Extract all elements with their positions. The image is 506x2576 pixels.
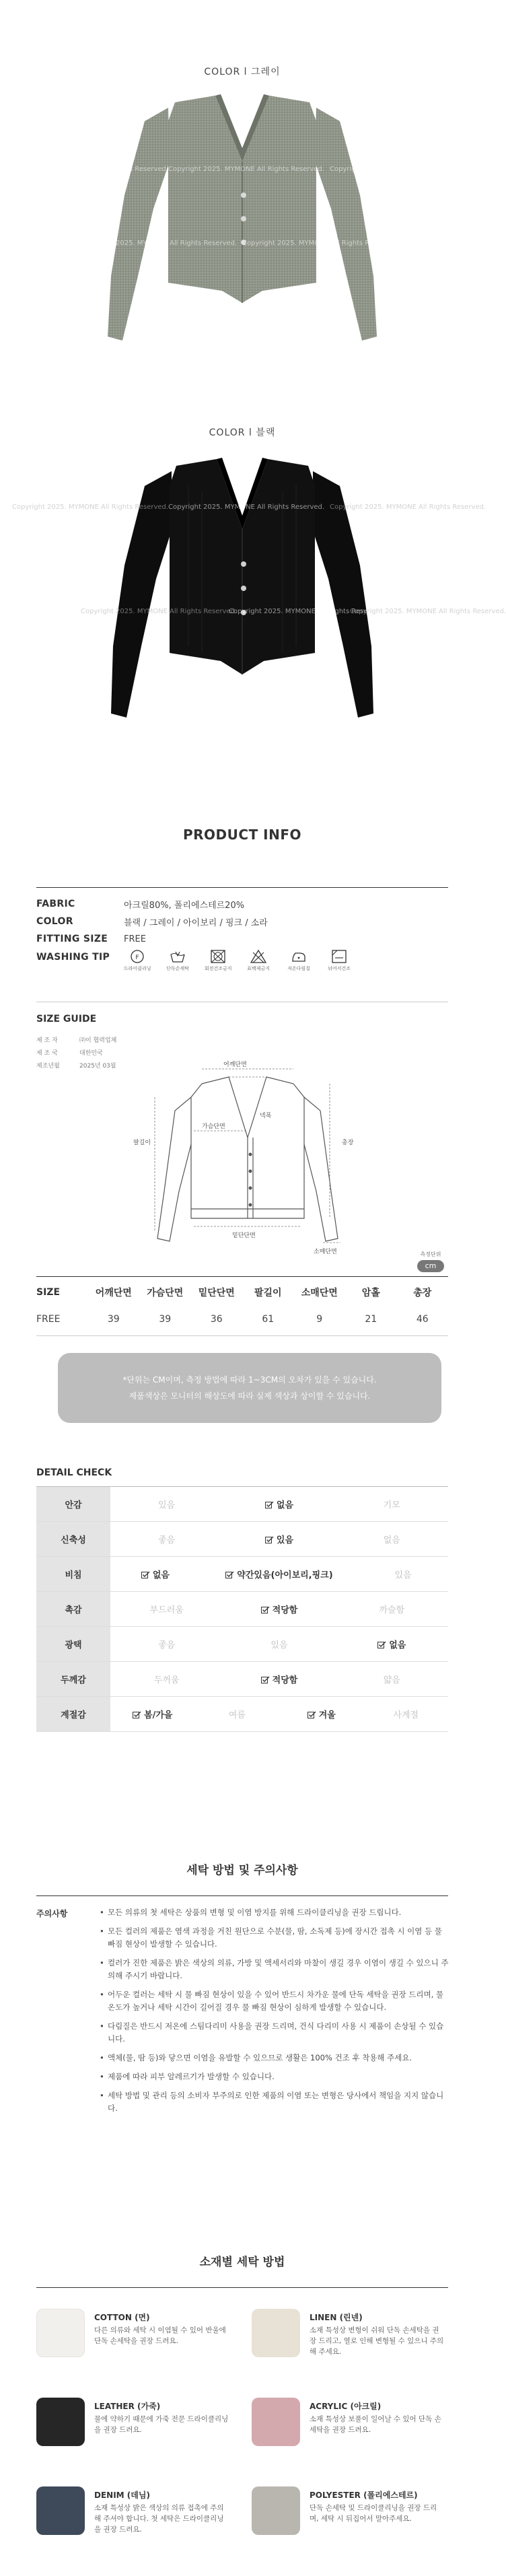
check-icon <box>377 1641 386 1648</box>
product-info-title: PRODUCT INFO <box>182 827 302 843</box>
size-diagram <box>128 1037 370 1259</box>
option: 까슬함 <box>379 1605 405 1615</box>
unit-badge: cm <box>417 1260 444 1272</box>
care-item: • 제품에 따라 피부 알레르기가 발생할 수 있습니다. <box>100 2070 449 2083</box>
divider <box>36 1335 448 1336</box>
detail-row-thickness: 두께감 두꺼움 적당함 얇음 <box>36 1662 448 1697</box>
check-icon <box>225 1571 234 1578</box>
care-item: • 컬러가 진한 제품은 밝은 색상의 의류, 가방 및 액세서리와 마찰이 생길 경우 이염이 생길 수 있으니 주의해 주시기 바랍니다. <box>100 1957 449 1982</box>
info-value: 아크릴80%, 폴리에스테르20% <box>124 900 245 911</box>
watermark: Copyright 2025. MYMONE All Rights Reserved. <box>81 240 238 247</box>
note-line: 제품색상은 모니터의 해상도에 따라 실제 색상과 상이할 수 있습니다. <box>129 1391 371 1401</box>
watermark: Copyright 2025. MYMONE All Rights Reserved. <box>350 608 506 615</box>
option: 여름 <box>228 1710 246 1720</box>
no-bleach-icon: 표백제금지 <box>245 949 272 972</box>
label-sleeve-length: 팔길이 <box>133 1140 151 1146</box>
leather-swatch <box>36 2398 85 2446</box>
meta-row: 제 조 자 ㈜이 협력업체 <box>36 1037 117 1044</box>
cotton-swatch <box>36 2309 85 2357</box>
option: 기모 <box>383 1500 400 1510</box>
care-item: • 어두운 컬러는 세탁 시 물 빠짐 현상이 있을 수 있어 반드시 차가운 물에 단독 세탁을 권장 드리며, 물 온도가 높거나 세탁 시간이 길어질 경우 물 빠짐 현상이 심하게 발생할 수 있습니다. <box>100 1988 449 2014</box>
option: 두꺼움 <box>153 1675 180 1685</box>
care-title: 세탁 방법 및 주의사항 <box>186 1864 298 1877</box>
option-selected: 적당함 <box>223 1603 335 1615</box>
fabric-card-denim: DENIM (데님) 소재 특성상 밝은 색상의 의류 접촉에 주의해 주셔야 합니다. 첫 세탁은 드라이클리닝을 권장 드려요. <box>36 2486 231 2567</box>
hand-wash-icon: 단독손세탁 <box>164 949 191 972</box>
option: 없음 <box>383 1535 400 1545</box>
check-icon <box>261 1606 270 1613</box>
label-neck: 넥폭 <box>260 1113 272 1119</box>
option: 사계절 <box>393 1710 419 1720</box>
shade-dry-icon: 뉘어서건조 <box>326 949 353 972</box>
detail-row-sheerness: 비침 없음 약간있음(아이보리,핑크) 있음 <box>36 1557 448 1592</box>
care-item: • 모든 의류의 첫 세탁은 상품의 변형 및 이염 방지를 위해 드라이클리닝을 권장 드립니다. <box>100 1906 449 1919</box>
acrylic-swatch <box>252 2398 300 2446</box>
watermark: Copyright 2025. MYMONE All Rights Reserved. <box>229 608 386 615</box>
gray-cardigan-image <box>0 81 484 370</box>
watermark: Copyright 2025. MYMONE All Rights Reserved. <box>330 166 486 173</box>
option-selected: 약간있음(아이보리,핑크) <box>201 1568 358 1580</box>
info-row-fitting-size <box>36 930 448 948</box>
label-total-length: 총장 <box>342 1140 354 1146</box>
option: 있음 <box>394 1570 412 1580</box>
product-meta <box>36 1035 116 1070</box>
size-note-box <box>58 1353 441 1423</box>
watermark: Copyright 2025. MYMONE All Rights Reserved. <box>242 240 399 247</box>
care-item: • 세탁 방법 및 관리 등의 소비자 부주의로 인한 제품의 이염 또는 변형은 당사에서 책임을 지지 않습니다. <box>100 2089 449 2115</box>
check-icon <box>133 1711 141 1718</box>
washing-icons <box>124 949 353 972</box>
black-cardigan-image <box>0 444 506 747</box>
info-row-color <box>36 913 448 930</box>
fabric-card-cotton: COTTON (면) 다른 의류와 세탁 시 이염될 수 있어 반울에 단독 손세탁을 권장 드려요. <box>36 2309 231 2390</box>
watermark: Copyright 2025. MYMONE All Rights Reserved. <box>330 503 486 511</box>
low-iron-icon: 저온다림질 <box>285 949 312 972</box>
watermark: Copyright 2025. MYMONE All Rights Reserved. <box>12 503 169 511</box>
option: 좋음 <box>158 1535 176 1545</box>
option-selected: 없음 <box>336 1638 448 1650</box>
meta-row: 제 조 국 대한민국 <box>36 1050 103 1057</box>
fabric-card-polyester: POLYESTER (폴리에스테르) 단독 손세탁 및 드라이클리닝을 권장 드리며, 세탁 시 뒤집어서 말아주세요. <box>252 2486 447 2567</box>
detail-row-touch: 촉감 부드러움 적당함 까슬함 <box>36 1592 448 1627</box>
color-label-gray: COLOR l 그레이 <box>204 67 281 77</box>
fabric-card-leather: LEATHER (가죽) 물에 약하기 때문에 가죽 전문 드라이클리닝을 권장 드려요. <box>36 2398 231 2478</box>
watermark: Copyright 2025. MYMONE All Rights Reserved. <box>168 166 325 173</box>
option-selected: 겨울 <box>279 1708 364 1720</box>
detail-row-gloss: 광택 좋음 있음 없음 <box>36 1627 448 1662</box>
size-table-header: SIZE 어깨단면 가슴단면 밑단단면 팔길이 소매단면 암홀 총장 <box>36 1287 432 1298</box>
detail-row-season: 계절감 봄/가을 여름 겨울 사계절 <box>36 1697 448 1732</box>
fabric-card-linen: LINEN (린넨) 소재 특성상 변형이 쉬워 단독 손세탁을 권장 드리고, 열로 인해 변형될 수 있으니 주의해 주세요. <box>252 2309 447 2390</box>
option: 좋음 <box>158 1640 176 1650</box>
check-icon <box>308 1711 316 1718</box>
option-selected: 봄/가을 <box>110 1708 195 1720</box>
care-list <box>100 1906 449 2121</box>
detail-row-elasticity: 신축성 좋음 있음 없음 <box>36 1522 448 1557</box>
info-label: FITTING SIZE <box>36 934 108 944</box>
info-label: COLOR <box>36 916 73 927</box>
option-selected: 없음 <box>110 1568 201 1580</box>
detail-check-title: DETAIL CHECK <box>36 1467 112 1478</box>
info-label: WASHING TIP <box>36 952 110 963</box>
info-label: FABRIC <box>36 899 75 909</box>
fabric-card-acrylic: ACRYLIC (아크릴) 소재 특성상 보풀이 일어날 수 있어 단독 손세탁을 권장 드려요. <box>252 2398 447 2478</box>
option: 있음 <box>270 1640 288 1650</box>
check-icon <box>261 1676 270 1683</box>
unit-indicator: 측정단위 cm <box>417 1251 444 1272</box>
option: 얇음 <box>383 1675 400 1685</box>
no-tumble-icon: 회전건조금지 <box>205 949 231 972</box>
info-value: FREE <box>124 934 146 944</box>
size-guide-title: SIZE GUIDE <box>36 1014 97 1024</box>
care-item: • 다림질은 반드시 저온에 스팀다리미 사용을 권장 드리며, 건식 다리미 사용 시 제품이 손상될 수 있습니다. <box>100 2020 449 2046</box>
polyester-swatch <box>252 2486 300 2535</box>
watermark: Copyright 2025. MYMONE All Rights Reserved. <box>12 166 169 173</box>
divider <box>36 887 448 888</box>
detail-row-lining: 안감 있음 없음 기모 <box>36 1487 448 1522</box>
label-cuff: 소매단면 <box>314 1249 337 1255</box>
svg-text:F: F <box>135 954 139 961</box>
option-selected: 없음 <box>223 1498 335 1510</box>
size-table-row: FREE 39 39 36 61 9 21 46 <box>36 1314 429 1325</box>
watermark: Copyright 2025. MYMONE All Rights Reserved. <box>168 503 325 511</box>
divider <box>36 2287 448 2288</box>
check-icon <box>265 1536 274 1543</box>
check-icon <box>265 1501 274 1508</box>
option-selected: 적당함 <box>223 1673 335 1685</box>
info-row-fabric <box>36 895 448 913</box>
label-shoulder: 어깨단면 <box>223 1061 247 1068</box>
fabric-care-title: 소재별 세탁 방법 <box>199 2256 285 2269</box>
watermark: Copyright 2025. MYMONE All Rights Reserved. <box>81 608 238 615</box>
detail-check-table <box>36 1486 448 1732</box>
color-label-black: COLOR l 블랙 <box>209 427 276 438</box>
info-row-washing-tip <box>36 949 448 983</box>
note-line: *단위는 CM이며, 측정 방법에 따라 1~3CM의 오차가 있을 수 있습니다. <box>122 1375 377 1385</box>
info-value: 블랙 / 그레이 / 아이보리 / 핑크 / 소라 <box>124 917 268 928</box>
size-table <box>36 1279 448 1333</box>
denim-swatch <box>36 2486 85 2535</box>
option-selected: 있음 <box>223 1533 335 1545</box>
care-item: • 모든 컬러의 제품은 염색 과정을 거친 원단으로 수분(물, 땀, 소독제 등)에 장시간 접촉 시 이염 등 물 빠짐 현상이 발생할 수 있습니다. <box>100 1925 449 1951</box>
label-hem: 밑단단면 <box>232 1232 256 1239</box>
divider <box>36 1276 448 1277</box>
divider <box>36 1895 448 1896</box>
option: 있음 <box>158 1500 176 1510</box>
check-icon <box>141 1571 150 1578</box>
linen-swatch <box>252 2309 300 2357</box>
care-caution-label: 주의사항 <box>36 1909 68 1918</box>
meta-row: 제조년월 2025년 03월 <box>36 1063 116 1070</box>
label-chest: 가슴단면 <box>202 1123 225 1130</box>
care-item: • 액체(물, 땀 등)와 닿으면 이염을 유발할 수 있으므로 생활은 100% 건조 후 착용해 주세요. <box>100 2052 449 2064</box>
option: 부드러움 <box>149 1605 184 1615</box>
dry-clean-icon: F 드라이클리닝 <box>124 949 151 972</box>
